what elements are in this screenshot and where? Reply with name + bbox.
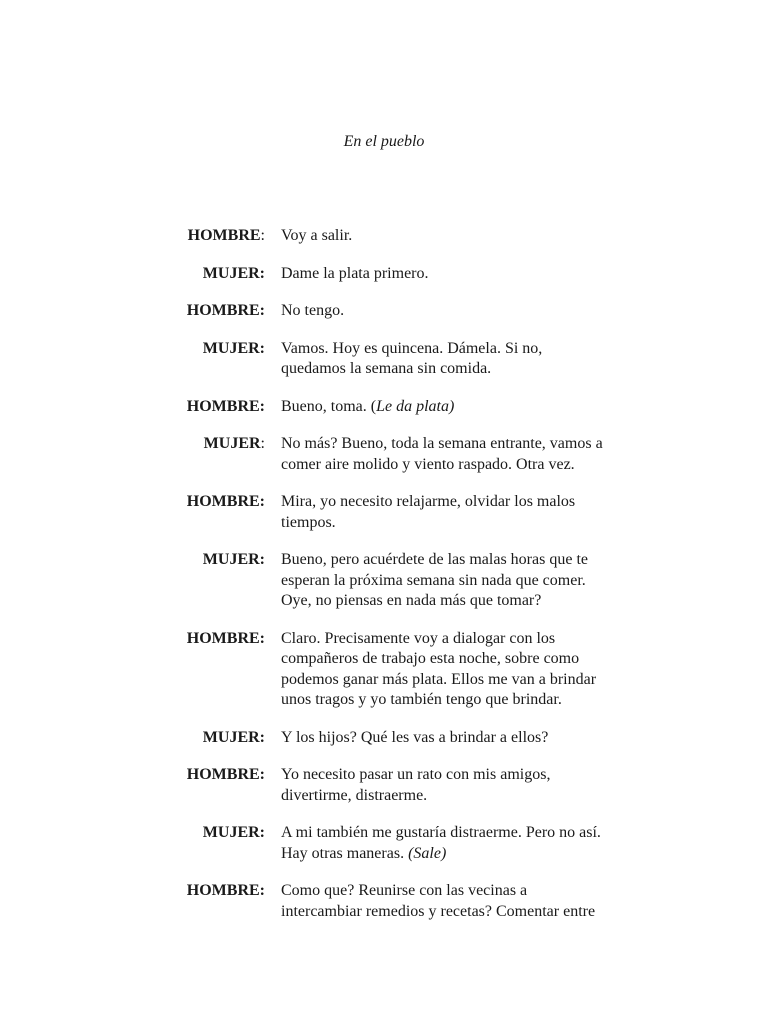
speaker-label: MUJER: [202, 339, 265, 357]
speaker-label: HOMBRE: [186, 629, 265, 647]
speech-line-text: unos tragos y yo también tengo que brindar. [281, 691, 562, 708]
speech-line-text: Bueno, pero acuérdete de las malas horas que te [281, 551, 588, 568]
speech-text [281, 823, 631, 864]
speech-line [281, 513, 631, 534]
dialogue-list [0, 226, 768, 939]
dialogue-line [0, 301, 768, 322]
speech-line-text: Yo necesito pasar un rato con mis amigos, [281, 766, 551, 783]
speech-line [281, 823, 631, 844]
speech-line [281, 301, 631, 322]
speech-line [281, 264, 631, 285]
speech-text [281, 881, 631, 922]
speech-text [281, 492, 631, 533]
speaker-label: HOMBRE: [186, 766, 265, 783]
speaker-label: HOMBRE: [186, 882, 265, 899]
speech-line-text: Oye, no piensas en nada más que tomar? [281, 592, 542, 609]
speaker-name [0, 629, 265, 711]
speech-line [281, 670, 631, 691]
speech-line [281, 571, 631, 592]
speaker-label: HOMBRE: [186, 493, 265, 510]
speaker-name [0, 492, 265, 533]
speech-line [281, 339, 631, 360]
speech-line [281, 455, 631, 476]
speaker-label: MUJER [203, 435, 261, 452]
speech-line [281, 881, 631, 902]
speaker-name [0, 823, 265, 864]
dialogue-line [0, 629, 768, 711]
speech-line [281, 492, 631, 513]
speech-line [281, 765, 631, 786]
dialogue-line [0, 434, 768, 475]
speaker-label: MUJER: [202, 551, 265, 568]
speech-line-text: podemos ganar más plata. Ellos me van a brindar [281, 670, 597, 688]
dialogue-line [0, 550, 768, 612]
speech-text [281, 339, 631, 380]
speech-text [281, 629, 631, 711]
speaker-name [0, 397, 265, 418]
speech-line-text: No tengo. [281, 302, 345, 319]
speech-line-text: Como que? Reunirse con las vecinas a [281, 882, 528, 899]
speech-line-text: A mi también me gustaría distraerme. Pero no así. [281, 824, 601, 841]
stage-direction: Le da plata) [376, 397, 455, 415]
dialogue-line [0, 765, 768, 806]
speech-text [281, 728, 631, 749]
speech-line-text: Bueno, toma. ( [281, 397, 377, 415]
speech-line-text: compañeros de trabajo esta noche, sobre como [281, 650, 580, 667]
speech-line-text: Mira, yo necesito relajarme, olvidar los malos [281, 493, 576, 510]
speaker-name [0, 264, 265, 285]
speech-line-text: No más? Bueno, toda la semana entrante, vamos a [281, 435, 603, 452]
speech-text [281, 397, 631, 418]
speech-line-text: Vamos. Hoy es quincena. Dámela. Si no, [281, 339, 543, 357]
speech-line-text: Voy a salir. [281, 227, 353, 244]
dialogue-line [0, 264, 768, 285]
speech-line [281, 844, 631, 865]
speech-line [281, 786, 631, 807]
speaker-name [0, 765, 265, 806]
speech-text [281, 550, 631, 612]
speaker-name [0, 434, 265, 475]
speech-text [281, 301, 631, 322]
speech-line [281, 434, 631, 455]
speaker-name [0, 728, 265, 749]
speech-line-text: Hay otras maneras. [281, 844, 409, 862]
stage-direction: (Sale) [408, 844, 447, 862]
dialogue-line [0, 226, 768, 247]
speech-line [281, 902, 631, 923]
speaker-label: HOMBRE [187, 227, 261, 244]
speech-line-text: Dame la plata primero. [281, 264, 429, 282]
dialogue-line [0, 881, 768, 922]
speech-text [281, 765, 631, 806]
speech-text [281, 434, 631, 475]
speaker-colon: : [260, 435, 265, 452]
speech-line [281, 629, 631, 650]
speech-text [281, 264, 631, 285]
speaker-label: MUJER: [202, 824, 265, 841]
speech-line-text: Y los hijos? Qué les vas a brindar a ellos? [281, 728, 549, 746]
speaker-label: MUJER: [202, 728, 265, 746]
speaker-label: HOMBRE: [186, 302, 265, 319]
speech-line-text: intercambiar remedios y recetas? Comentar entre [281, 902, 596, 920]
speaker-colon: : [260, 227, 265, 244]
speech-line [281, 226, 631, 247]
speech-line-text: quedamos la semana sin comida. [281, 360, 492, 377]
speech-line-text: divertirme, distraerme. [281, 786, 428, 804]
dialogue-line [0, 728, 768, 749]
speech-line [281, 359, 631, 380]
speech-line [281, 550, 631, 571]
speaker-label: MUJER: [202, 264, 265, 282]
play-title: En el pueblo [343, 133, 425, 150]
dialogue-line [0, 823, 768, 864]
dialogue-line [0, 339, 768, 380]
speech-line-text: Claro. Precisamente voy a dialogar con los [281, 629, 556, 647]
speech-line [281, 728, 631, 749]
speaker-name [0, 550, 265, 612]
speech-line-text: esperan la próxima semana sin nada que comer. [281, 571, 586, 589]
speaker-name [0, 881, 265, 922]
speech-line [281, 690, 631, 711]
speech-line [281, 591, 631, 612]
speaker-label: HOMBRE: [186, 397, 265, 415]
speech-line [281, 397, 631, 418]
speech-line [281, 649, 631, 670]
speech-text [281, 226, 631, 247]
speaker-name [0, 226, 265, 247]
dialogue-line [0, 397, 768, 418]
dialogue-line [0, 492, 768, 533]
speaker-name [0, 301, 265, 322]
speech-line-text: tiempos. [281, 513, 336, 531]
speaker-name [0, 339, 265, 380]
speech-line-text: comer aire molido y viento raspado. Otra vez. [281, 455, 575, 473]
